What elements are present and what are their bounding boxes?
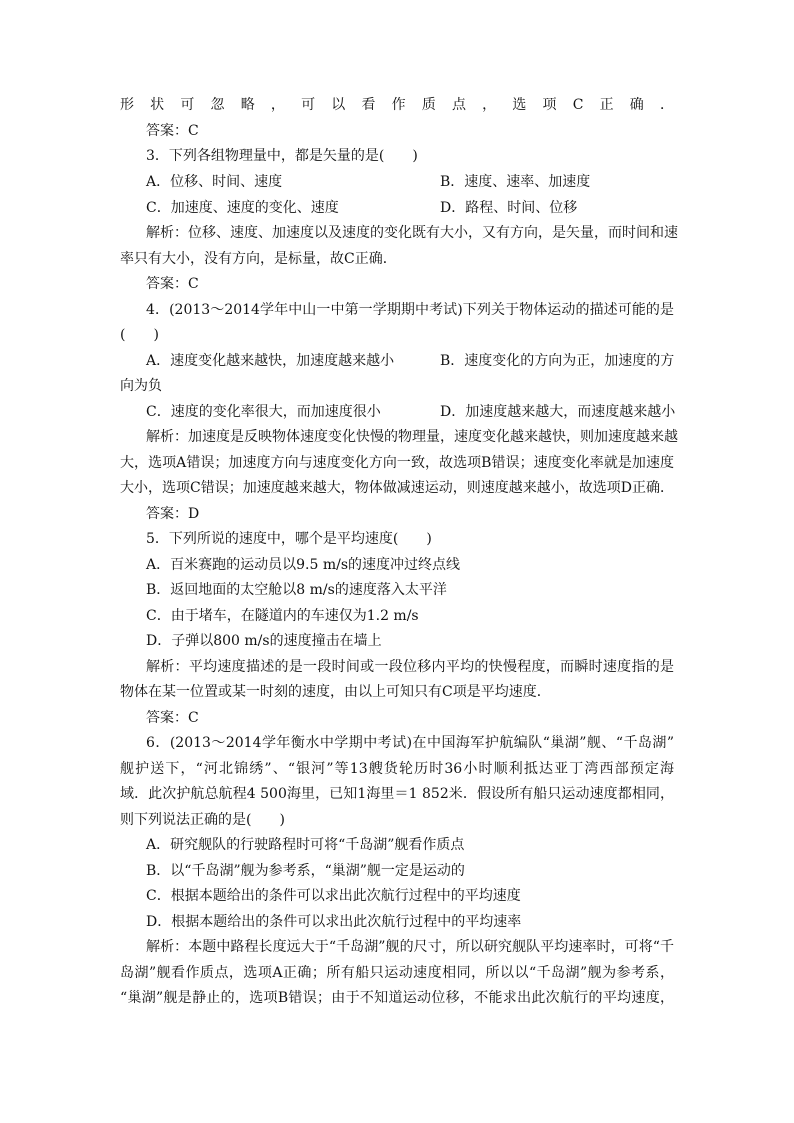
analysis-line: “巢湖”舰是静止的，选项B错误；由于不知道运动位移，不能求出此次航行的平均速度， — [120, 990, 674, 1006]
answer-line: 答案：C — [146, 123, 199, 139]
option-c: C．加速度、速度的变化、速度 — [146, 200, 339, 216]
option-b: B．速度变化的方向为正，加速度的方 — [440, 353, 675, 369]
question-3: 3．下列各组物理量中，都是矢量的是( ) — [146, 148, 418, 164]
analysis-line: 物体在某一位置或某一时刻的速度，由以上可知只有C项是平均速度． — [120, 684, 551, 700]
analysis-line: 岛湖”舰看作质点，选项A正确；所有船只运动速度相同，所以以“千岛湖”舰为参考系， — [120, 965, 674, 981]
question-6-line: 舰护送下，“河北锦绣”、“银河”等13艘货轮历时36小时顺利抵达亚丁湾西部预定海 — [120, 761, 674, 777]
option-d: D．路程、时间、位移 — [440, 200, 578, 216]
option-c: C．根据本题给出的条件可以求出此次航行过程中的平均速度 — [146, 888, 521, 904]
option-c: C．由于堵车，在隧道内的车速仅为1.2 m/s — [146, 608, 419, 624]
option-b: B．速度、速率、加速度 — [440, 174, 591, 190]
option-a: A．百米赛跑的运动员以9.5 m/s的速度冲过终点线 — [146, 557, 461, 573]
answer-line: 答案：C — [146, 276, 199, 292]
option-b-continued: 向为负 — [120, 378, 162, 394]
question-4-blank: ( ) — [120, 327, 159, 343]
analysis-line: 解析：加速度是反映物体速度变化快慢的物理量，速度变化越来越快，则加速度越来越 — [146, 429, 678, 445]
option-a: A．速度变化越来越快，加速度越来越小 — [146, 353, 395, 369]
answer-line: 答案：C — [146, 710, 199, 726]
analysis-line: 大，选项A错误；加速度方向与速度变化方向一致，故选项B错误；速度变化率就是加速度 — [120, 455, 674, 471]
analysis-line: 解析：本题中路程长度远大于“千岛湖”舰的尺寸，所以研究舰队平均速率时，可将“千 — [146, 939, 674, 955]
question-5: 5．下列所说的速度中，哪个是平均速度( ) — [146, 531, 432, 547]
text-line: 形状可忽略，可以看作质点，选项C正确． — [120, 97, 674, 113]
analysis-line: 率只有大小，没有方向，是标量，故C正确． — [120, 251, 397, 267]
option-a: A．位移、时间、速度 — [146, 174, 283, 190]
option-d: D．子弹以800 m/s的速度撞击在墙上 — [146, 633, 382, 649]
option-c: C．速度的变化率很大，而加速度很小 — [146, 404, 381, 420]
option-a: A．研究舰队的行驶路程时可将“千岛湖”舰看作质点 — [146, 837, 465, 853]
option-d: D．加速度越来越大，而速度越来越小 — [440, 404, 676, 420]
option-d: D．根据本题给出的条件可以求出此次航行过程中的平均速率 — [146, 914, 522, 930]
question-6: 6．(2013～2014学年衡水中学期中考试)在中国海军护航编队“巢湖”舰、“千岛湖” — [146, 735, 674, 751]
question-4: 4．(2013～2014学年中山一中第一学期期中考试)下列关于物体运动的描述可能的是 — [146, 302, 674, 318]
analysis-line: 解析：平均速度描述的是一段时间或一段位移内平均的快慢程度，而瞬时速度指的是 — [146, 659, 674, 675]
analysis-line: 解析：位移、速度、加速度以及速度的变化既有大小，又有方向，是矢量，而时间和速 — [146, 225, 678, 241]
option-b: B．以“千岛湖”舰为参考系，“巢湖”舰一定是运动的 — [146, 863, 465, 879]
question-6-line: 则下列说法正确的是( ) — [120, 812, 285, 828]
question-6-line: 域．此次护航总航程4 500海里，已知1海里＝1 852米．假设所有船只运动速度都相同， — [120, 786, 674, 802]
answer-line: 答案：D — [146, 506, 200, 522]
option-b: B．返回地面的太空舱以8 m/s的速度落入太平洋 — [146, 582, 447, 598]
analysis-line: 大小，选项C错误；加速度越来越大，物体做减速运动，则速度越来越小，故选项D正确． — [120, 480, 674, 496]
